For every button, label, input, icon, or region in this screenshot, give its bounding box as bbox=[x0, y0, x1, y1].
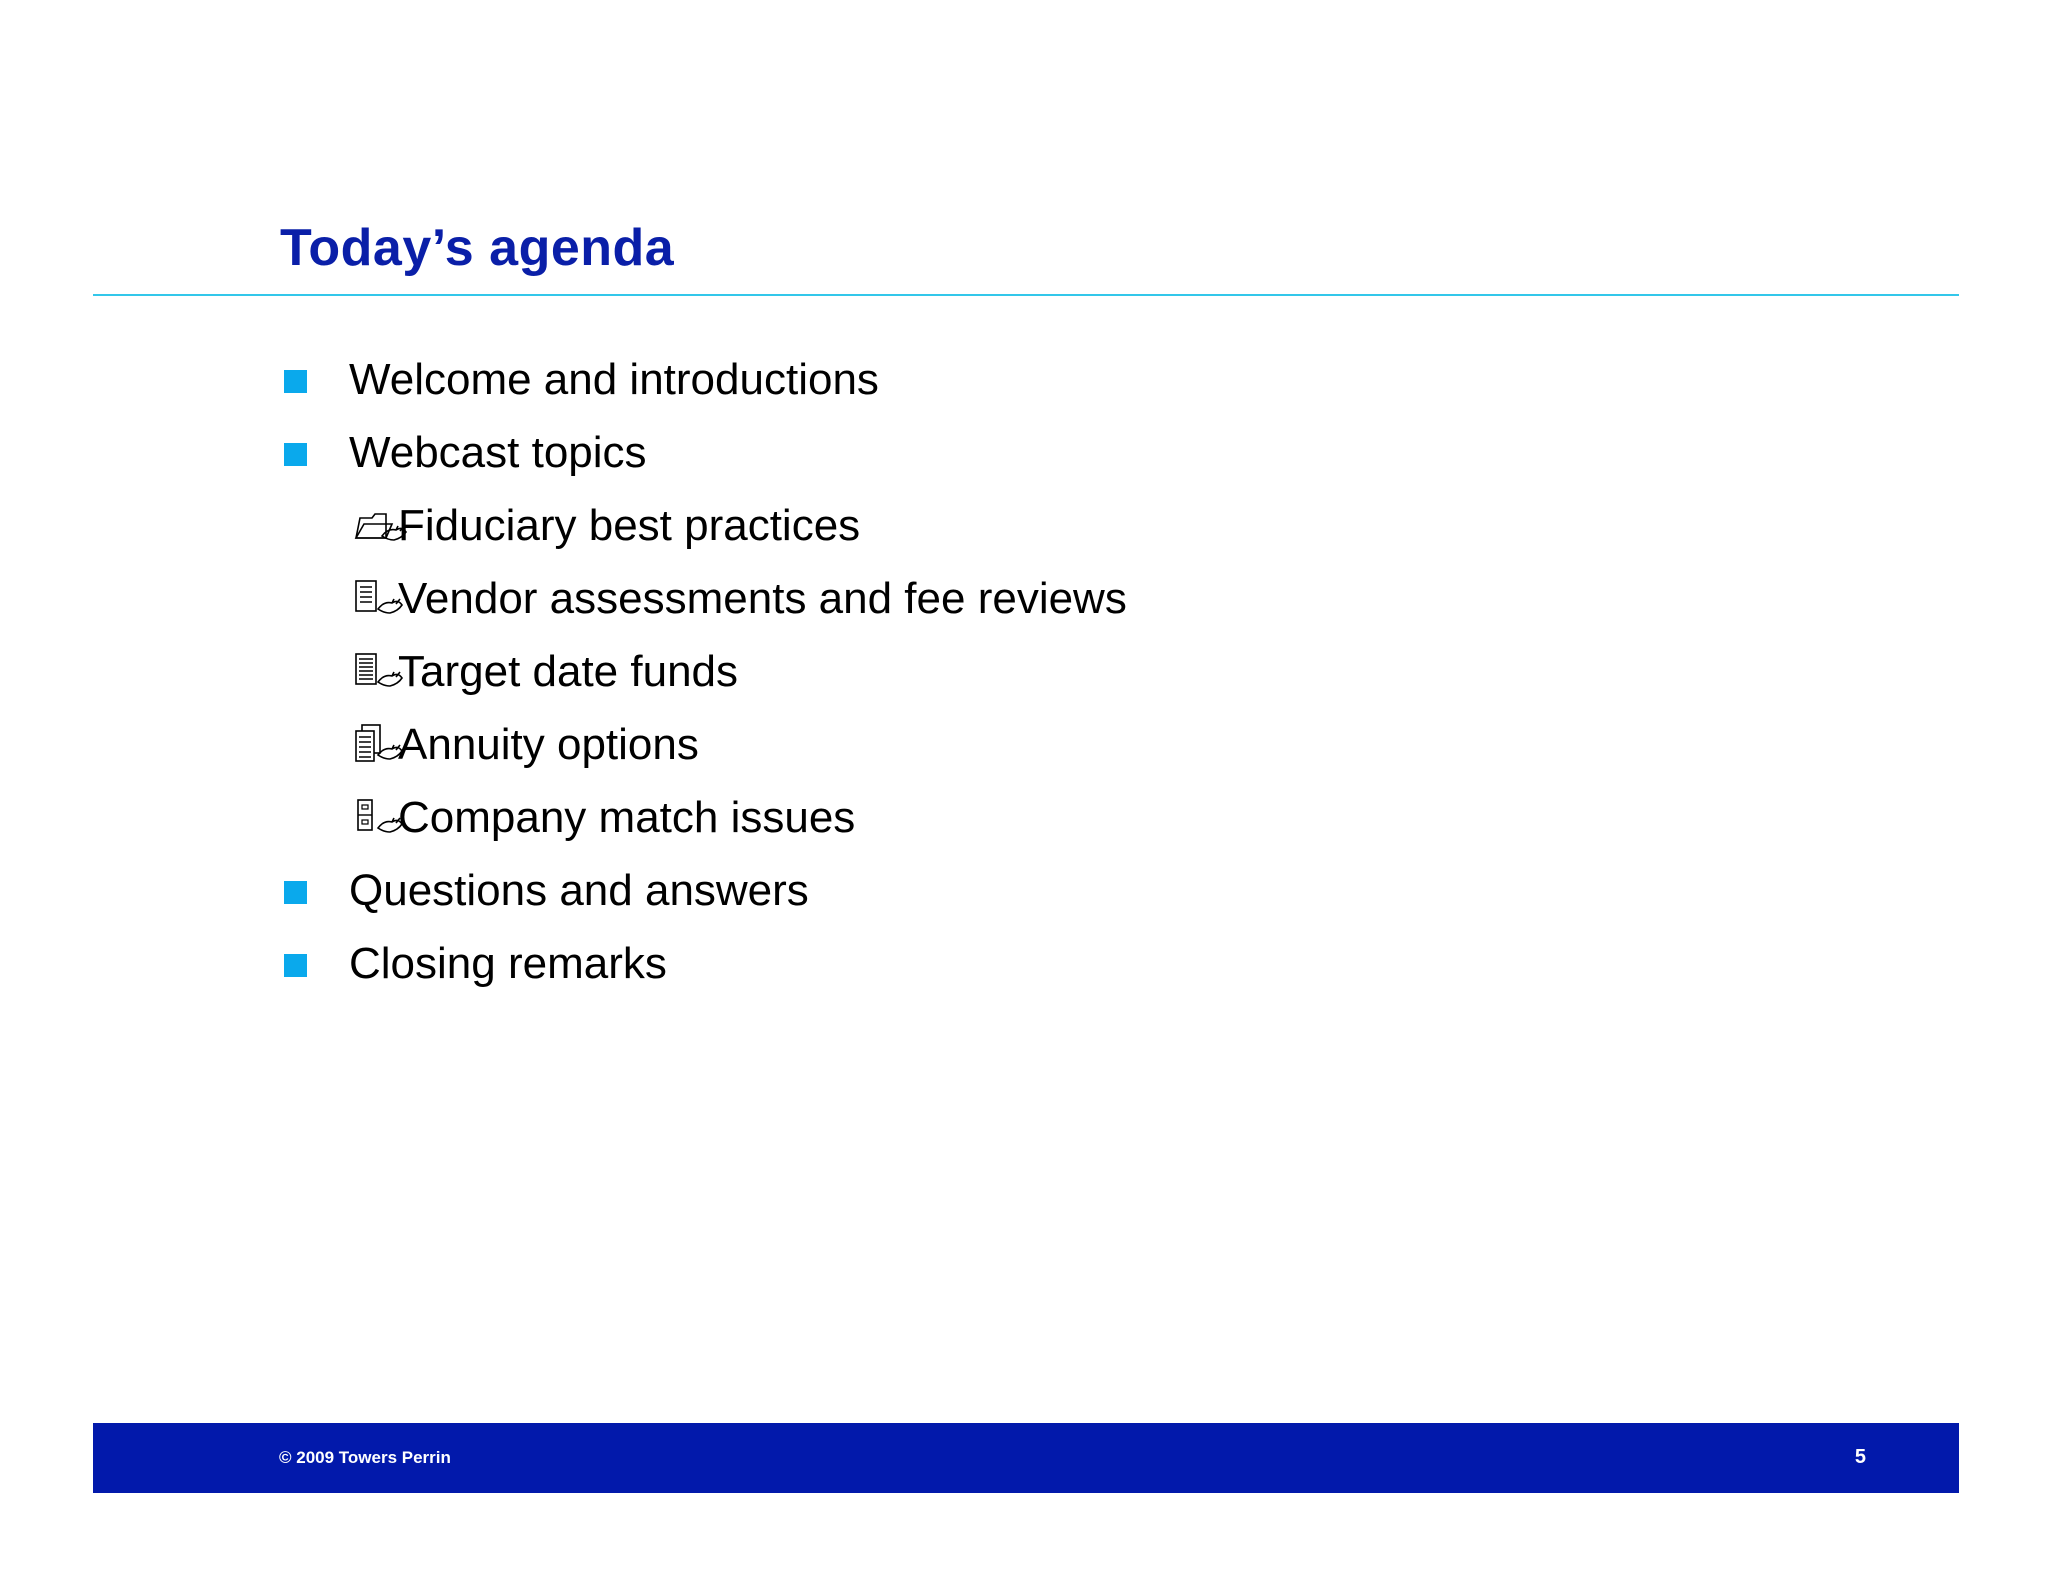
slide-title: Today’s agenda bbox=[280, 219, 675, 277]
square-bullet-icon bbox=[284, 443, 307, 466]
agenda-subitem-label: Fiduciary best practices bbox=[398, 501, 861, 550]
footer-bar bbox=[93, 1423, 1959, 1493]
agenda-item-label: Welcome and introductions bbox=[349, 355, 879, 404]
footer-copyright: © 2009 Towers Perrin bbox=[279, 1448, 451, 1467]
agenda-item-label: Webcast topics bbox=[349, 428, 647, 477]
square-bullet-icon bbox=[284, 370, 307, 393]
square-bullet-icon bbox=[284, 881, 307, 904]
agenda-subitem-label: Company match issues bbox=[398, 793, 856, 842]
agenda-subitem-label: Vendor assessments and fee reviews bbox=[398, 574, 1127, 623]
title-divider bbox=[93, 294, 1959, 296]
square-bullet-icon bbox=[284, 954, 307, 977]
page-number: 5 bbox=[1854, 1446, 1866, 1468]
agenda-item-label: Closing remarks bbox=[349, 939, 667, 988]
agenda-subitem-label: Annuity options bbox=[398, 720, 699, 769]
agenda-item-label: Questions and answers bbox=[349, 866, 809, 915]
agenda-subitem-label: Target date funds bbox=[398, 647, 739, 696]
